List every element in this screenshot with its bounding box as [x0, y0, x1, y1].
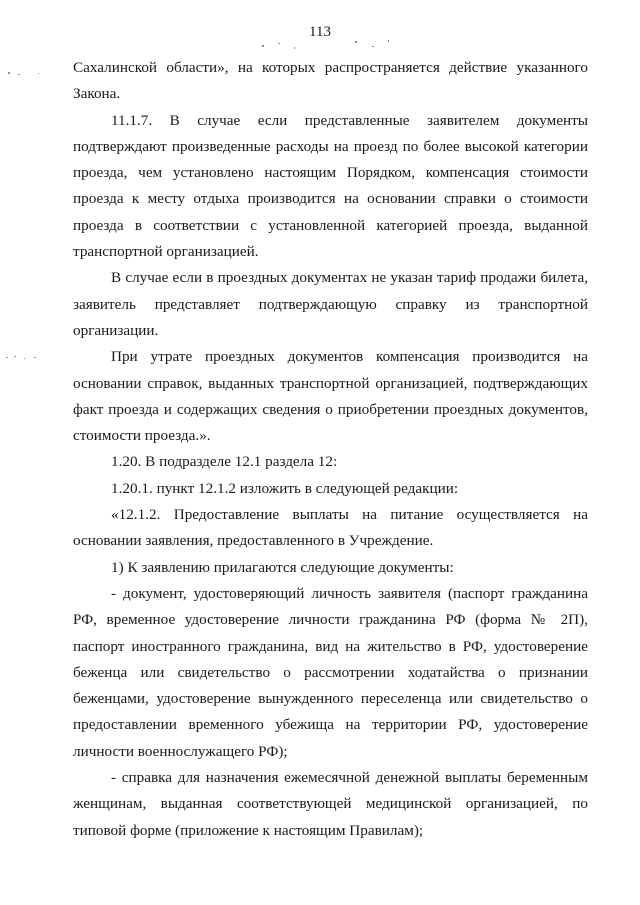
scan-speck	[18, 74, 20, 75]
scan-speck	[24, 358, 25, 359]
scan-speck	[14, 356, 16, 357]
scan-speck	[6, 357, 8, 358]
paragraph-continuation: Сахалинской области», на которых распространяется действие указанного Закона.	[73, 59, 588, 103]
list-item-medical-certificate: - справка для назначения ежемесячной денежной выплаты беременным женщинам, выданная соответствующей медицинской организацией, по типовой форме (приложение к настоящим Правилам);	[73, 769, 588, 839]
paragraph-lost-documents: При утрате проездных документов компенсация производится на основании справок, выданных транспортной организацией, подтверждающих факт проезда и содержащих сведения о приобретении проездных документов, стоимости проезда.».	[73, 348, 588, 445]
paragraph-tariff: В случае если в проездных документах не указан тариф продажи билета, заявитель представляет подтверждающую справку из транспортной организации.	[73, 269, 588, 339]
scan-speck	[8, 72, 10, 74]
scan-speck	[278, 43, 280, 44]
scan-speck	[38, 73, 39, 74]
scan-speck	[372, 46, 374, 47]
paragraph-documents-list: 1) К заявлению прилагаются следующие документы:	[111, 558, 454, 576]
scan-speck	[294, 47, 295, 49]
scan-speck	[34, 357, 36, 358]
scan-speck	[355, 41, 357, 43]
scan-speck	[388, 40, 389, 42]
document-text	[73, 55, 588, 844]
list-item-identity-document: - документ, удостоверяющий личность заявителя (паспорт гражданина РФ, временное удостоверение личности гражданина РФ (форма № 2П), паспорт иностранного гражданина, вид на жительство в РФ, удостоверение беженца или свидетельство о рассмотрении ходатайства о признании беженцами, удостоверение вынужденного переселенца или свидетельство о предоставлении временного убежища на территории РФ, удостоверение личности военнослужащего РФ);	[73, 584, 588, 760]
paragraph-1-20-1: 1.20.1. пункт 12.1.2 изложить в следующей редакции:	[111, 479, 459, 497]
scan-speck	[262, 45, 264, 47]
page-number: 113	[309, 24, 331, 40]
paragraph-11-1-7: 11.1.7. В случае если представленные заявителем документы подтверждают произведенные расходы на проезд по более высокой категории проезда, чем установлено настоящим Порядком, компенсация стоимости проезда к месту отдыха производится на основании справки о стоимости проезда в соответствии с установленной категорией проезда, выданной транспортной организацией.	[73, 111, 588, 261]
paragraph-12-1-2: «12.1.2. Предоставление выплаты на питание осуществляется на основании заявления, предоставленного в Учреждение.	[73, 506, 588, 550]
paragraph-1-20: 1.20. В подразделе 12.1 раздела 12:	[111, 453, 338, 471]
